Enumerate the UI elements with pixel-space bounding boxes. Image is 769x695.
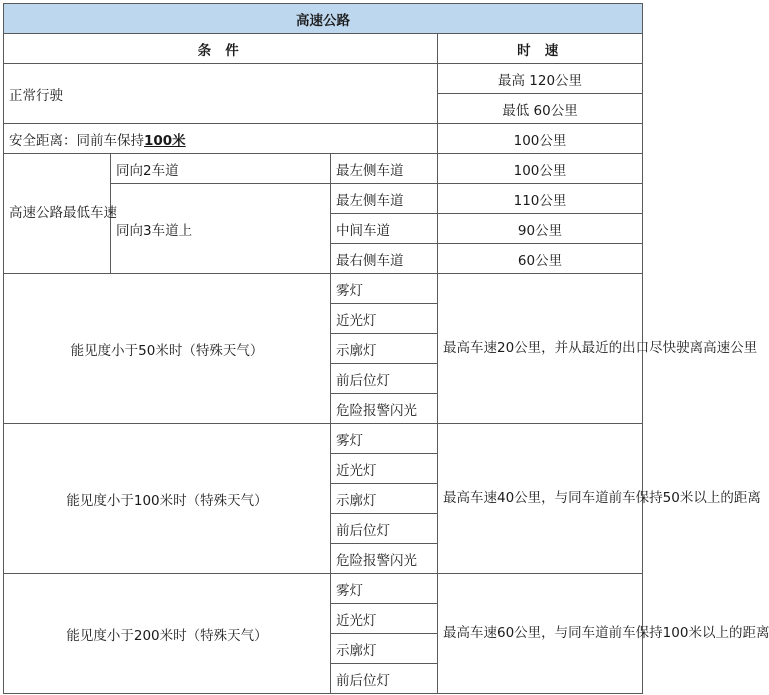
header-speed: 时 速: [438, 34, 643, 64]
light-item: 示廓灯: [331, 634, 438, 664]
two-lane-label: 同向2车道: [111, 154, 331, 184]
light-item: 危险报警闪光: [331, 394, 438, 424]
visibility-rule: 最高车速20公里，并从最近的出口尽快驶离高速公里: [438, 274, 643, 424]
normal-driving-label: 正常行驶: [4, 64, 438, 124]
visibility-rule: 最高车速60公里，与同车道前车保持100米以上的距离: [438, 574, 643, 694]
normal-max-speed: 最高 120公里: [438, 64, 643, 94]
light-item: 危险报警闪光: [331, 544, 438, 574]
light-item: 前后位灯: [331, 364, 438, 394]
three-lane-speed: 60公里: [438, 244, 643, 274]
normal-min-speed: 最低 60公里: [438, 94, 643, 124]
visibility-condition: 能见度小于50米时（特殊天气）: [4, 274, 331, 424]
visibility-rule: 最高车速40公里，与同车道前车保持50米以上的距离: [438, 424, 643, 574]
light-item: 前后位灯: [331, 514, 438, 544]
safe-distance-speed: 100公里: [438, 124, 643, 154]
header-condition: 条 件: [4, 34, 438, 64]
highway-speed-table: [3, 3, 769, 694]
three-lane-lane: 最左侧车道: [331, 184, 438, 214]
three-lane-speed: 90公里: [438, 214, 643, 244]
three-lane-lane: 中间车道: [331, 214, 438, 244]
safe-distance-prefix: 安全距离：同前车保持: [9, 132, 144, 149]
light-item: 近光灯: [331, 454, 438, 484]
min-speed-label: 高速公路最低车速: [4, 154, 111, 274]
visibility-condition: 能见度小于100米时（特殊天气）: [4, 424, 331, 574]
light-item: 前后位灯: [331, 664, 438, 694]
light-item: 雾灯: [331, 574, 438, 604]
table-title: 高速公路: [4, 4, 643, 34]
safe-distance-highlight: 100米: [144, 132, 186, 149]
light-item: 近光灯: [331, 304, 438, 334]
light-item: 示廓灯: [331, 484, 438, 514]
safe-distance-label: [4, 124, 438, 154]
three-lane-speed: 110公里: [438, 184, 643, 214]
light-item: 示廓灯: [331, 334, 438, 364]
two-lane-leftmost: 最左侧车道: [331, 154, 438, 184]
two-lane-speed: 100公里: [438, 154, 643, 184]
three-lane-label: 同向3车道上: [111, 184, 331, 274]
light-item: 雾灯: [331, 424, 438, 454]
three-lane-lane: 最右侧车道: [331, 244, 438, 274]
light-item: 雾灯: [331, 274, 438, 304]
visibility-condition: 能见度小于200米时（特殊天气）: [4, 574, 331, 694]
light-item: 近光灯: [331, 604, 438, 634]
